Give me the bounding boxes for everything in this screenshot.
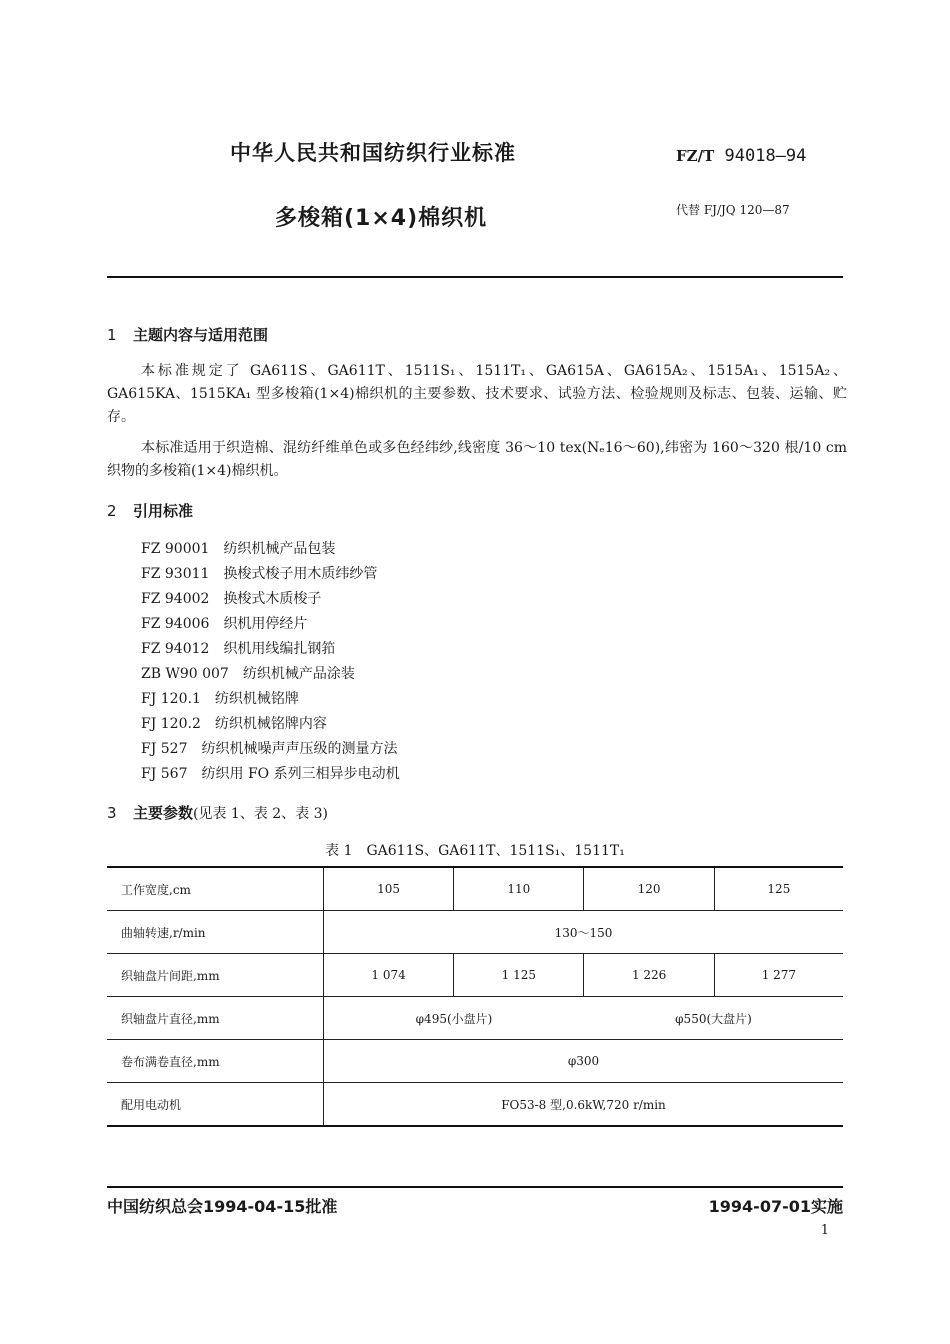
standard-code: FZ/T xyxy=(676,147,715,165)
table-row xyxy=(107,997,843,1040)
reference-title: 织机用线编扎钢筘 xyxy=(223,641,336,657)
reference-title: 换梭式木质梭子 xyxy=(223,591,322,607)
reference-code: FZ 94012 xyxy=(141,641,210,657)
row-label: 配用电动机 xyxy=(107,1083,324,1127)
approval-date: 中国纺织总会1994-04-15批准 xyxy=(107,1197,338,1216)
effective-date: 1994-07-01实施 xyxy=(708,1197,843,1216)
reference-item xyxy=(141,712,400,737)
reference-code: FZ 90001 xyxy=(141,541,210,557)
replaces-note: 代替 FJ/JQ 120—87 xyxy=(676,203,790,217)
reference-title: 纺织机械铭牌 xyxy=(214,691,299,707)
reference-item xyxy=(141,737,400,762)
reference-list xyxy=(141,537,400,787)
row-label: 曲轴转速,r/min xyxy=(107,911,324,954)
table-cell: φ300 xyxy=(324,1040,844,1083)
table-row xyxy=(107,911,843,954)
reference-item xyxy=(141,687,400,712)
table-cell: 130～150 xyxy=(324,911,844,954)
section-number: 2 xyxy=(107,502,117,520)
reference-code: FZ 94002 xyxy=(141,591,210,607)
reference-title: 纺织机械噪声声压级的测量方法 xyxy=(201,741,398,757)
row-label: 工作宽度,cm xyxy=(107,867,324,911)
reference-item xyxy=(141,662,400,687)
table-caption: 表 1 GA611S、GA611T、1511S₁、1511T₁ xyxy=(325,843,625,859)
table-cell: 125 xyxy=(714,867,843,911)
section-3-heading xyxy=(107,802,328,823)
standard-number xyxy=(676,146,806,166)
section-2-heading xyxy=(107,500,193,521)
table-cell: 1 226 xyxy=(584,954,714,997)
reference-code: ZB W90 007 xyxy=(141,666,229,682)
table-cell: 120 xyxy=(584,867,714,911)
table-row xyxy=(107,1083,843,1127)
reference-title: 换梭式梭子用木质纬纱管 xyxy=(223,566,378,582)
section-title: 主题内容与适用范围 xyxy=(133,326,269,344)
table-cell: 1 074 xyxy=(324,954,454,997)
reference-title: 织机用停经片 xyxy=(223,616,308,632)
header-rule xyxy=(107,276,843,278)
reference-item xyxy=(141,762,400,787)
section-title: 引用标准 xyxy=(133,502,194,520)
document-title: 多梭箱(1×4)棉织机 xyxy=(275,206,488,231)
reference-code: FZ 94006 xyxy=(141,616,210,632)
section-number: 1 xyxy=(107,326,117,344)
reference-code: FZ 93011 xyxy=(141,566,210,582)
issuer-title: 中华人民共和国纺织行业标准 xyxy=(230,141,516,165)
reference-code: FJ 527 xyxy=(141,741,188,757)
table-row xyxy=(107,954,843,997)
table-cell: 1 277 xyxy=(714,954,843,997)
reference-item xyxy=(141,612,400,637)
reference-code: FJ 120.1 xyxy=(141,691,201,707)
section-1-paragraph-2: 本标准适用于织造棉、混纺纤维单色或多色经纬纱,线密度 36～10 tex(Nₑ16～60),纬密为 160～320 根/10 cm 织物的多梭箱(1×4)棉织机。 xyxy=(107,440,847,479)
section-1-heading xyxy=(107,324,268,345)
reference-title: 纺织机械产品包装 xyxy=(223,541,336,557)
reference-code: FJ 567 xyxy=(141,766,188,782)
reference-title: 纺织机械铭牌内容 xyxy=(214,716,327,732)
row-label: 织轴盘片间距,mm xyxy=(107,954,324,997)
table-cell: φ495(小盘片) xyxy=(324,997,584,1040)
reference-item xyxy=(141,562,400,587)
table-cell: 110 xyxy=(454,867,584,911)
table-row xyxy=(107,867,843,911)
section-number: 3 xyxy=(107,804,117,822)
row-label: 织轴盘片直径,mm xyxy=(107,997,324,1040)
section-1-paragraph-1: 本标准规定了 GA611S、GA611T、1511S₁、1511T₁、GA615A、GA615A₂、1515A₁、1515A₂、GA615KA、1515KA₁ 型多梭箱(1×4)棉织机的主要参数、技术要求、试验方法、检验规则及标志、包装、运输、贮存。 xyxy=(107,363,847,425)
reference-title: 纺织机械产品涂装 xyxy=(242,666,355,682)
section-title: 主要参数 xyxy=(133,804,194,822)
reference-item xyxy=(141,537,400,562)
table-cell: φ550(大盘片) xyxy=(584,997,843,1040)
reference-item xyxy=(141,637,400,662)
table-cell: FO53-8 型,0.6kW,720 r/min xyxy=(324,1083,844,1127)
footer-rule xyxy=(107,1186,843,1188)
reference-title: 纺织用 FO 系列三相异步电动机 xyxy=(201,766,400,782)
row-label: 卷布满卷直径,mm xyxy=(107,1040,324,1083)
reference-item xyxy=(141,587,400,612)
table-row xyxy=(107,1040,843,1083)
section-note: (见表 1、表 2、表 3) xyxy=(193,806,329,822)
table-cell: 1 125 xyxy=(454,954,584,997)
parameters-table xyxy=(107,866,843,1127)
table-cell: 105 xyxy=(324,867,454,911)
page-number: 1 xyxy=(820,1223,829,1238)
standard-number-value: 94018—94 xyxy=(724,146,807,166)
reference-code: FJ 120.2 xyxy=(141,716,201,732)
